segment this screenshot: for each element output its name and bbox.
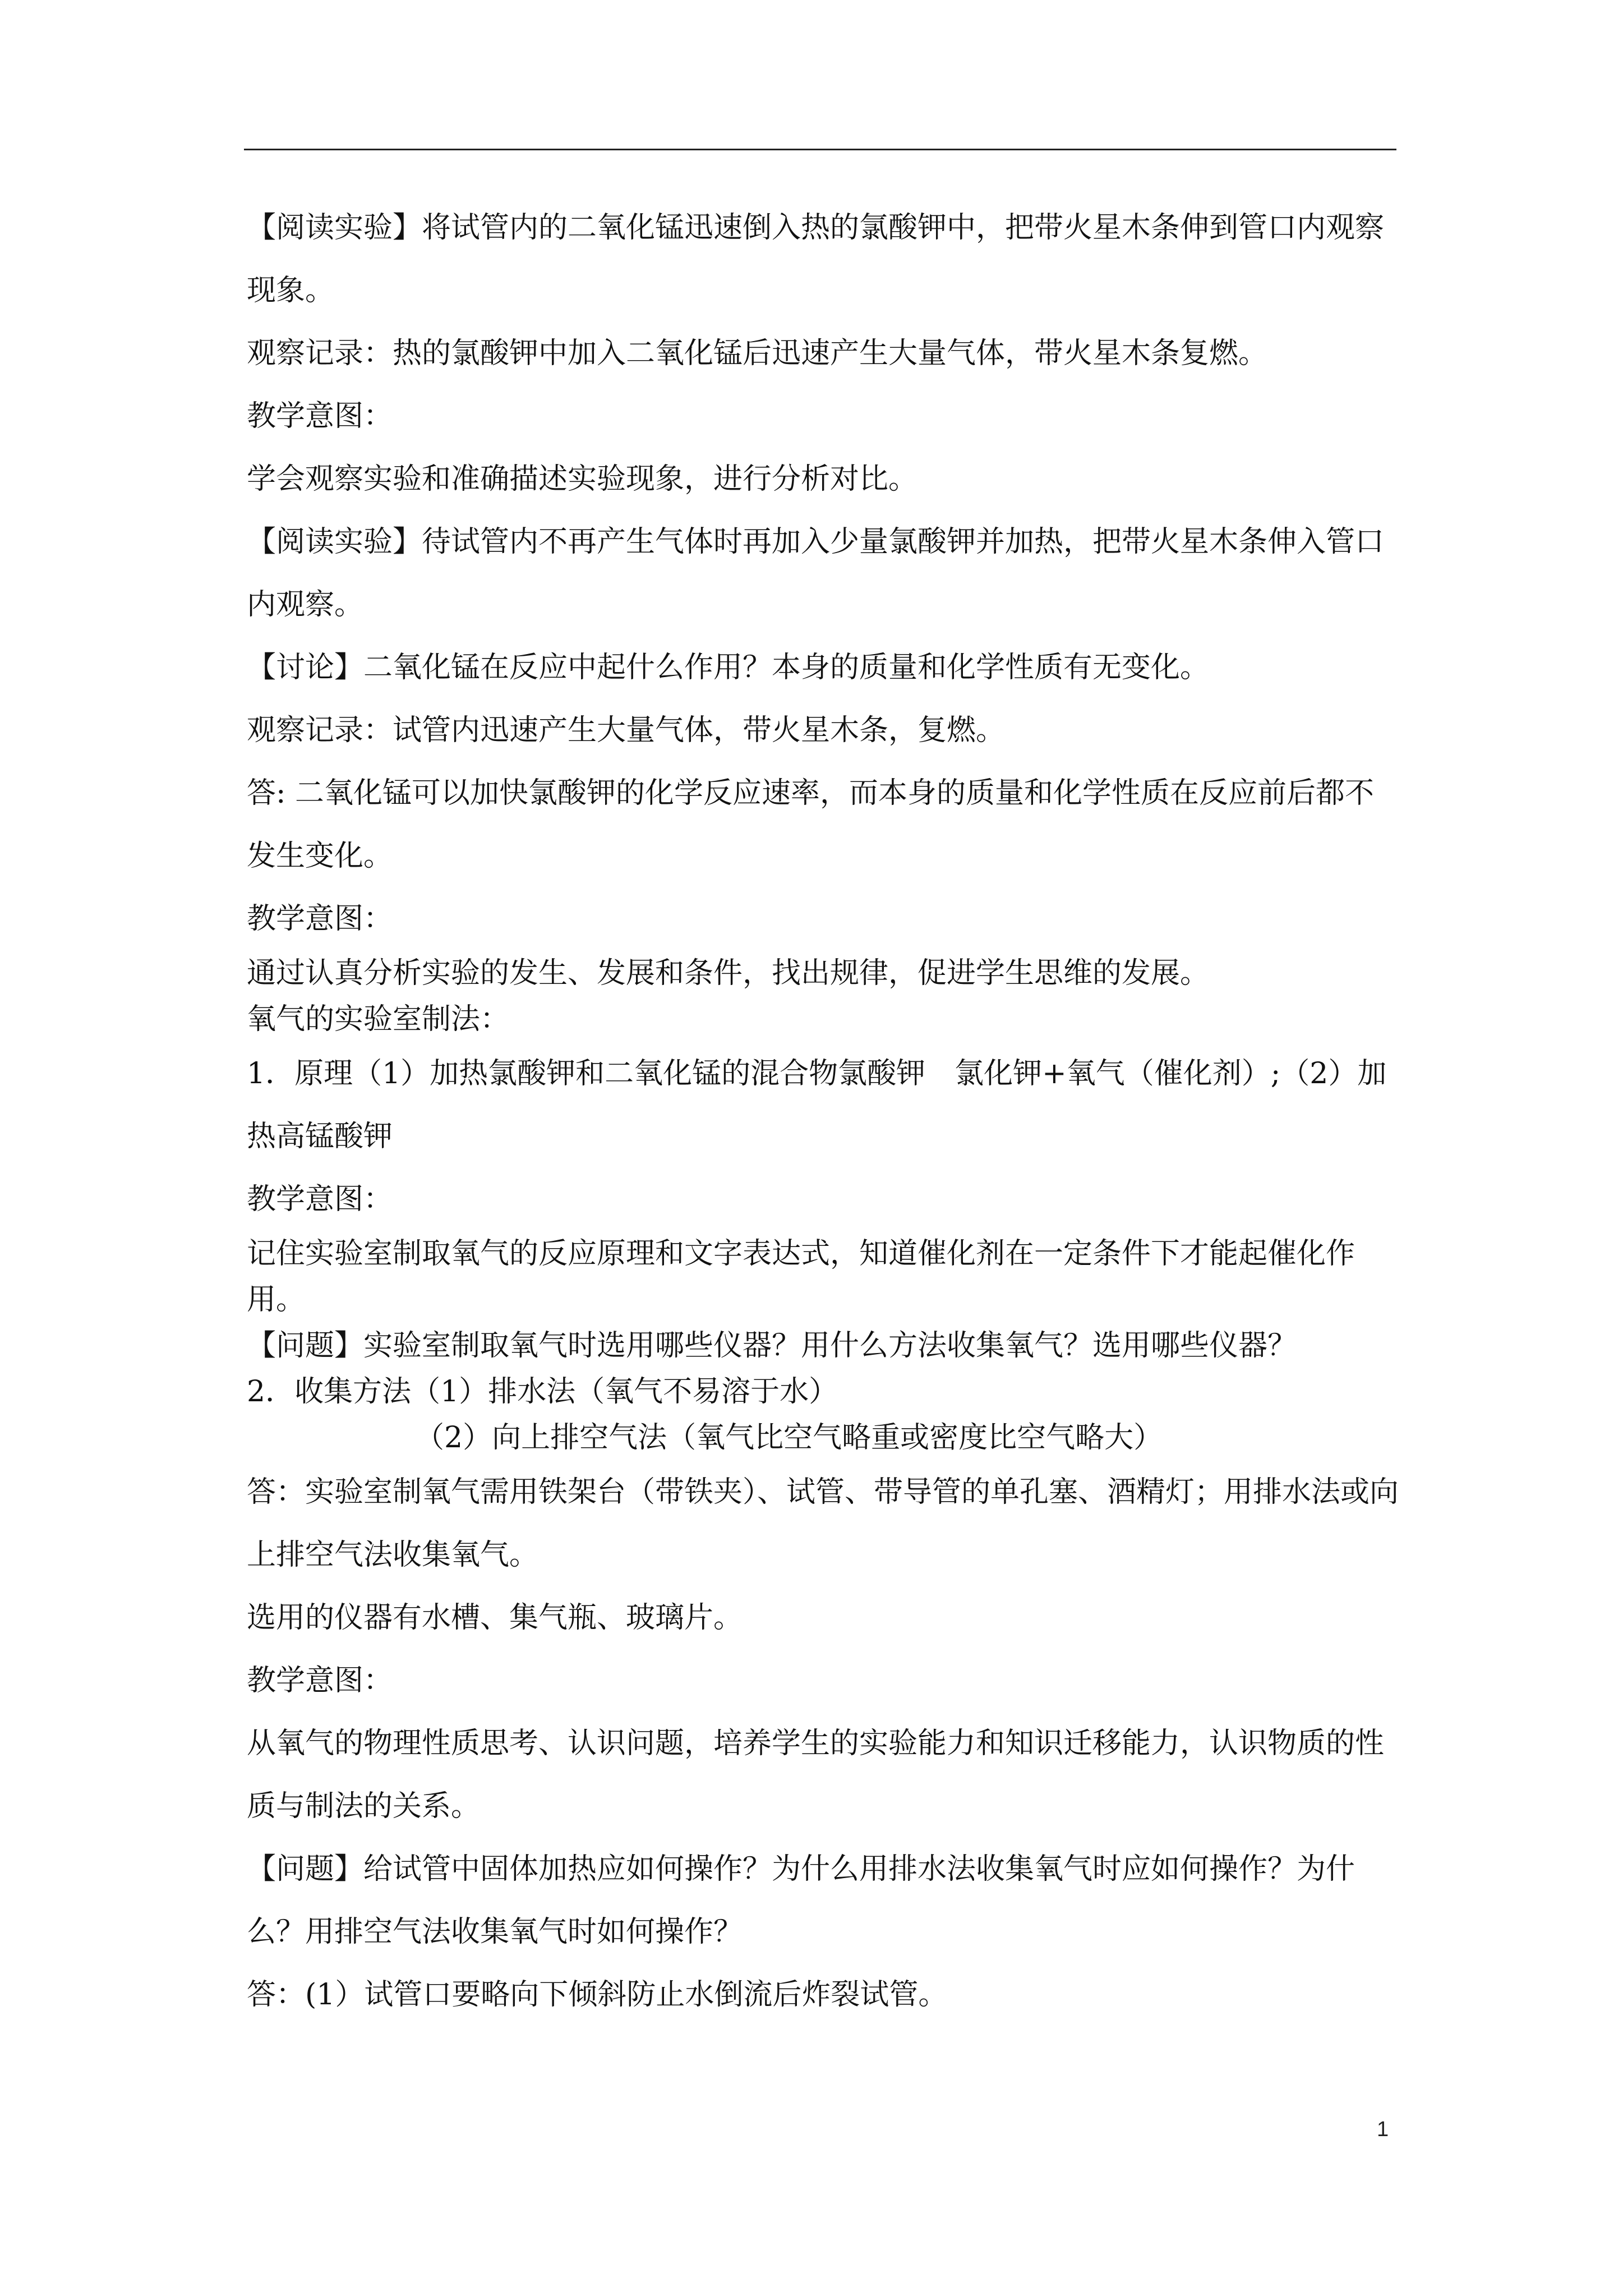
paragraph: 教学意图： — [247, 399, 393, 433]
paragraph: 【问题】给试管中固体加热应如何操作？为什么用排水法收集氧气时应如何操作？为什么？用排空气法收集氧气时如何操作？ — [247, 1852, 1355, 1949]
header-rule — [244, 149, 1396, 150]
paragraph: 选用的仪器有水槽、集气瓶、玻璃片。 — [247, 1601, 743, 1635]
paragraph: 观察记录：试管内迅速产生大量气体，带火星木条，复燃。 — [247, 714, 1006, 747]
paragraph: 从氧气的物理性质思考、认识问题，培养学生的实验能力和知识迁移能力，认识物质的性质与制法的关系。 — [247, 1727, 1385, 1823]
paragraph: 2．收集方法（1）排水法（氧气不易溶于水） — [247, 1375, 838, 1409]
paragraph: 答: 二氧化锰可以加快氯酸钾的化学反应速率，而本身的质量和化学性质在反应前后都不发生变化。 — [247, 776, 1375, 873]
page-number: 1 — [1377, 2118, 1389, 2141]
paragraph: 学会观察实验和准确描述实验现象，进行分析对比。 — [247, 462, 918, 496]
paragraph: 【阅读实验】待试管内不再产生气体时再加入少量氯酸钾并加热，把带火星木条伸入管口内观察。 — [247, 525, 1385, 622]
paragraph: 【问题】实验室制取氧气时选用哪些仪器？用什么方法收集氧气？选用哪些仪器？ — [247, 1329, 1297, 1363]
paragraph: 答：(1）试管口要略向下倾斜防止水倒流后炸裂试管。 — [247, 1978, 948, 2012]
paragraph: 答：实验室制氧气需用铁架台（带铁夹）、试管、带导管的单孔塞、酒精灯；用排水法或向上排空气法收集氧气。 — [247, 1475, 1399, 1572]
paragraph: 1．原理（1）加热氯酸钾和二氧化锰的混合物氯酸钾 氯化钾+氧气（催化剂）;（2）加热高锰酸钾 — [247, 1057, 1387, 1153]
paragraph: 【阅读实验】将试管内的二氧化锰迅速倒入热的氯酸钾中，把带火星木条伸到管口内观察现象。 — [247, 211, 1385, 307]
paragraph: 【讨论】二氧化锰在反应中起什么作用？本身的质量和化学性质有无变化。 — [247, 651, 1210, 684]
paragraph: （2）向上排空气法（氧气比空气略重或密度比空气略大） — [415, 1421, 1163, 1455]
paragraph: 记住实验室制取氧气的反应原理和文字表达式，知道催化剂在一定条件下才能起催化作用。 — [247, 1237, 1355, 1317]
paragraph: 氧气的实验室制法： — [247, 1002, 510, 1036]
paragraph: 通过认真分析实验的发生、发展和条件，找出规律，促进学生思维的发展。 — [247, 956, 1210, 990]
paragraph: 教学意图： — [247, 1182, 393, 1216]
document-body — [247, 196, 1402, 2026]
paragraph: 教学意图： — [247, 902, 393, 936]
paragraph: 教学意图： — [247, 1664, 393, 1697]
paragraph: 观察记录：热的氯酸钾中加入二氧化锰后迅速产生大量气体，带火星木条复燃。 — [247, 337, 1268, 370]
